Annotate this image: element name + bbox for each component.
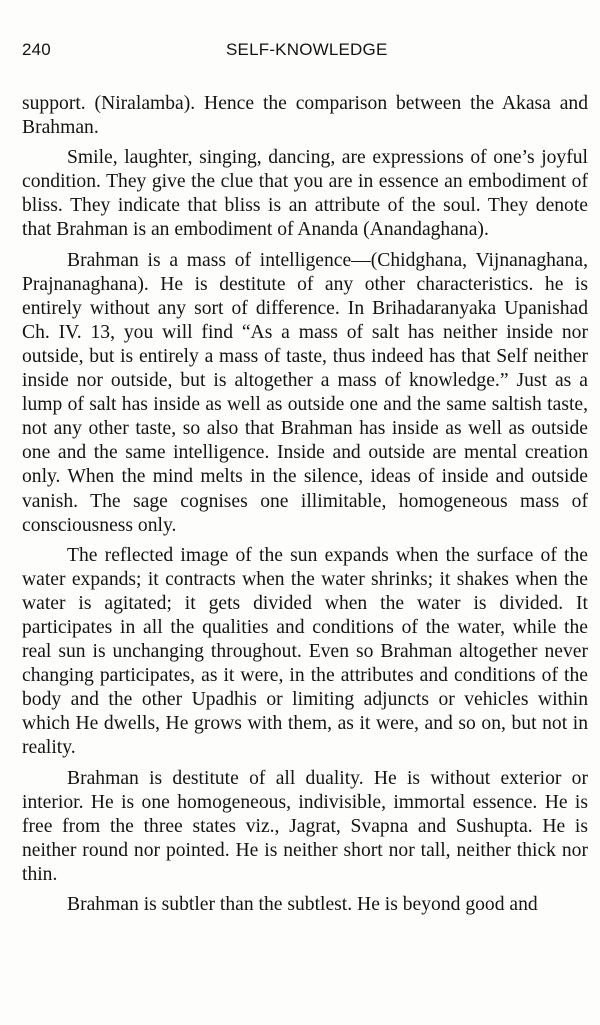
paragraph: Brahman is subtler than the subtlest. He is beyond good and: [67, 894, 538, 915]
paragraph: Brahman is a mass of intelligence—(Chidghana, Vijnanaghana, Prajnanaghana). He is destitute of any other characteristics. he is entirely without any sort of difference. In Brihadaranyaka Upanishad Ch. IV. 13, you will find “As a mass of salt has neither inside nor outside, but is entirely a mass of taste, thus indeed has that Self neither inside nor outside, but is altogether a mass of knowledge.” Just as a lump of salt has inside as well as outside one and the same saltish taste, not any other taste, so also that Brahman has inside as well as outside one and the same intelligence. Inside and outside are mental creation only. When the mind melts in the silence, ideas of inside and outside vanish. The sage cognises one illimitable, homogeneous mass of consciousness only.: [22, 249, 588, 536]
paragraph-continued: support. (Niralamba). Hence the comparison between the Akasa and Brahman.: [22, 93, 588, 139]
body-text: [22, 92, 588, 923]
running-title: SELF-KNOWLEDGE: [226, 40, 388, 59]
page-number: 240: [22, 40, 51, 59]
running-head: [22, 40, 588, 64]
paragraph: Brahman is destitute of all duality. He is without exterior or interior. He is one homogeneous, indivisible, immortal essence. He is free from the three states viz., Jagrat, Svapna and Sushupta. He is neither round nor pointed. He is neither short nor tall, neither thick nor thin.: [22, 767, 588, 885]
paragraph: The reflected image of the sun expands when the surface of the water expands; it contracts when the water shrinks; it shakes when the water is agitated; it gets divided when the water is divided. It participates in all the qualities and conditions of the water, while the real sun is unchanging throughout. Even so Brahman altogether never changing participates, as it were, in the attributes and conditions of the body and the other Upadhis or limiting adjuncts or vehicles within which He dwells, He grows with them, as it were, and so on, but not in reality.: [22, 544, 588, 759]
paragraph: Smile, laughter, singing, dancing, are expressions of one’s joyful condition. They give the clue that you are in essence an embodiment of bliss. They indicate that bliss is an attribute of the soul. They denote that Brahman is an embodiment of Ananda (Anandaghana).: [22, 147, 588, 241]
